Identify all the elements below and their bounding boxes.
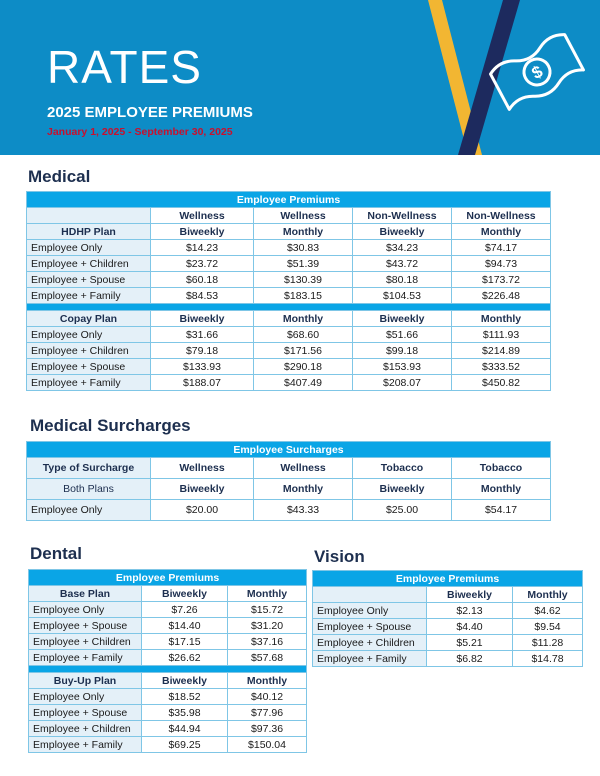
row-label: Employee + Children [27,343,151,359]
column-header: Non-Wellness [452,208,551,224]
rate-cell: $77.96 [228,705,307,721]
rate-cell: $14.23 [151,240,254,256]
column-header: Tobacco [353,458,452,479]
table-row [27,343,551,359]
rate-cell: $133.93 [151,359,254,375]
surcharge-type-header: Type of Surcharge [27,458,151,479]
column-header: Non-Wellness [353,208,452,224]
table-row [29,634,307,650]
table-divider [29,666,307,673]
rate-cell: $450.82 [452,375,551,391]
frequency-header: Monthly [228,673,307,689]
rate-cell: $6.82 [427,651,513,667]
plan-name: Copay Plan [27,311,151,327]
rate-cell: $9.54 [513,619,583,635]
table-row [313,619,583,635]
frequency-header: Biweekly [427,587,513,603]
frequency-header: Monthly [452,224,551,240]
column-header: Wellness [254,458,353,479]
plan-name: Base Plan [29,586,142,602]
frequency-header: Biweekly [353,311,452,327]
vision-section-title: Vision [314,547,365,566]
row-label: Employee + Spouse [27,359,151,375]
surcharges-table [26,441,551,521]
dental-banner: Employee Premiums [29,570,307,586]
rate-cell: $290.18 [254,359,353,375]
rate-cell: $43.33 [254,500,353,521]
rate-cell: $51.66 [353,327,452,343]
blank-cell [313,587,427,603]
rate-cell: $97.36 [228,721,307,737]
rate-cell: $94.73 [452,256,551,272]
rate-cell: $30.83 [254,240,353,256]
surcharges-section-title: Medical Surcharges [30,416,191,435]
row-label: Employee + Children [29,721,142,737]
dental-premiums-table [28,569,307,753]
table-row [313,635,583,651]
rate-cell: $130.39 [254,272,353,288]
table-row [27,327,551,343]
surcharges-banner: Employee Surcharges [27,442,551,458]
row-label: Employee + Spouse [27,272,151,288]
row-label: Employee + Family [313,651,427,667]
rate-cell: $183.15 [254,288,353,304]
table-divider [27,304,551,311]
frequency-header: Biweekly [151,479,254,500]
frequency-header: Biweekly [353,224,452,240]
row-label: Employee + Family [27,288,151,304]
rate-cell: $54.17 [452,500,551,521]
rate-cell: $226.48 [452,288,551,304]
rate-cell: $171.56 [254,343,353,359]
navy-stripe [458,0,520,155]
frequency-header: Biweekly [353,479,452,500]
vision-premiums-table [312,570,583,667]
table-row [27,256,551,272]
frequency-header: Monthly [254,311,353,327]
rate-cell: $2.13 [427,603,513,619]
table-row [29,689,307,705]
header-banner [0,0,600,155]
frequency-header: Biweekly [142,586,228,602]
rate-cell: $333.52 [452,359,551,375]
rate-cell: $74.17 [452,240,551,256]
frequency-header: Monthly [254,224,353,240]
rate-cell: $35.98 [142,705,228,721]
rate-cell: $80.18 [353,272,452,288]
frequency-header: Biweekly [151,311,254,327]
rate-cell: $79.18 [151,343,254,359]
rate-cell: $23.72 [151,256,254,272]
plan-name: Buy-Up Plan [29,673,142,689]
dental-section-title: Dental [30,544,82,563]
table-row [27,288,551,304]
table-row [313,603,583,619]
frequency-header: Monthly [254,479,353,500]
rate-cell: $84.53 [151,288,254,304]
rate-cell: $99.18 [353,343,452,359]
rate-cell: $25.00 [353,500,452,521]
row-label: Employee + Children [29,634,142,650]
table-row [27,375,551,391]
table-row [27,272,551,288]
rate-cell: $40.12 [228,689,307,705]
frequency-header: Biweekly [142,673,228,689]
row-label: Employee + Children [27,256,151,272]
table-row [27,500,551,521]
rate-cell: $150.04 [228,737,307,753]
rate-cell: $15.72 [228,602,307,618]
rate-cell: $14.40 [142,618,228,634]
rate-cell: $407.49 [254,375,353,391]
rate-cell: $37.16 [228,634,307,650]
rate-cell: $69.25 [142,737,228,753]
row-label: Employee Only [27,240,151,256]
medical-section-title: Medical [28,167,91,186]
svg-text:$: $ [528,61,546,84]
frequency-header: Monthly [452,479,551,500]
table-row [313,651,583,667]
rate-cell: $4.62 [513,603,583,619]
rate-cell: $208.07 [353,375,452,391]
table-row [29,650,307,666]
table-row [29,705,307,721]
row-label: Employee Only [313,603,427,619]
rate-cell: $4.40 [427,619,513,635]
row-label: Employee Only [29,689,142,705]
rate-cell: $14.78 [513,651,583,667]
rate-cell: $18.52 [142,689,228,705]
page-subtitle: 2025 EMPLOYEE PREMIUMS [47,104,253,121]
column-header: Wellness [254,208,353,224]
table-row [27,359,551,375]
row-label: Employee + Spouse [29,705,142,721]
row-label: Employee + Family [27,375,151,391]
table-row [29,737,307,753]
rate-cell: $20.00 [151,500,254,521]
header-decoration [420,0,600,155]
rate-cell: $153.93 [353,359,452,375]
rate-cell: $44.94 [142,721,228,737]
medical-premiums-table [26,191,551,391]
table-row [29,602,307,618]
rate-cell: $51.39 [254,256,353,272]
medical-banner: Employee Premiums [27,192,551,208]
both-plans-label: Both Plans [27,479,151,500]
rate-cell: $17.15 [142,634,228,650]
row-label: Employee Only [27,500,151,521]
rate-cell: $34.23 [353,240,452,256]
blank-cell [27,208,151,224]
row-label: Employee + Spouse [313,619,427,635]
rate-cell: $7.26 [142,602,228,618]
rate-cell: $111.93 [452,327,551,343]
rate-cell: $26.62 [142,650,228,666]
table-row [29,618,307,634]
rate-cell: $68.60 [254,327,353,343]
frequency-header: Monthly [513,587,583,603]
table-row [27,240,551,256]
row-label: Employee + Family [29,650,142,666]
rate-cell: $31.20 [228,618,307,634]
frequency-header: Monthly [228,586,307,602]
rate-cell: $11.28 [513,635,583,651]
rate-cell: $5.21 [427,635,513,651]
column-header: Wellness [151,208,254,224]
rate-cell: $57.68 [228,650,307,666]
plan-name: HDHP Plan [27,224,151,240]
rate-cell: $43.72 [353,256,452,272]
table-row [29,721,307,737]
row-label: Employee Only [29,602,142,618]
column-header: Tobacco [452,458,551,479]
row-label: Employee + Children [313,635,427,651]
rate-cell: $214.89 [452,343,551,359]
column-header: Wellness [151,458,254,479]
rate-cell: $188.07 [151,375,254,391]
rate-cell: $173.72 [452,272,551,288]
frequency-header: Biweekly [151,224,254,240]
page-title: RATES [47,41,202,93]
row-label: Employee + Family [29,737,142,753]
frequency-header: Monthly [452,311,551,327]
rate-cell: $104.53 [353,288,452,304]
vision-banner: Employee Premiums [313,571,583,587]
row-label: Employee + Spouse [29,618,142,634]
row-label: Employee Only [27,327,151,343]
rate-cell: $31.66 [151,327,254,343]
date-range: January 1, 2025 - September 30, 2025 [47,126,233,138]
rate-cell: $60.18 [151,272,254,288]
